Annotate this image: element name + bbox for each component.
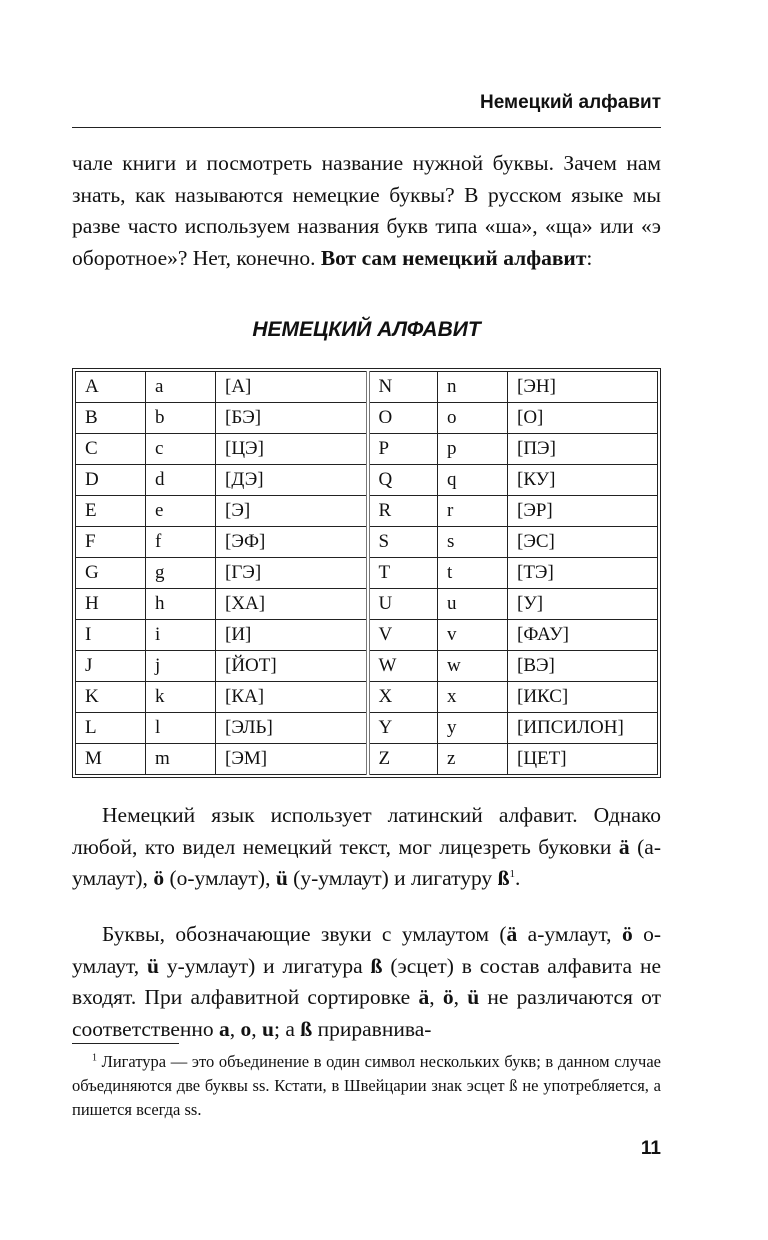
text: приравнива- [312, 1016, 432, 1041]
intro-text: чале книги и посмотреть название нужной буквы. Зачем нам знать, как называются немецкие буквы? В русском языке мы разве часто используем названия букв типа «ша», «ща» или «э оборотное»? Нет, конечно. [72, 151, 661, 270]
table-cell-lower-letter: n [438, 372, 508, 403]
footnote-ref: 1 [509, 867, 516, 880]
table-cell-upper-letter: R [368, 496, 438, 527]
table-cell-lower-letter: o [438, 403, 508, 434]
page-number: 11 [640, 1138, 661, 1159]
table-cell-upper-letter: G [76, 558, 146, 589]
table-cell-pronunciation: [ВЭ] [508, 651, 658, 682]
table-cell-upper-letter: S [368, 527, 438, 558]
footnote-text: Лигатура — это объединение в один символ нескольких букв; в данном случае объединяются две буквы ss. Кстати, в Швейцарии знак эсцет ß не употребляется, а пишется всегда ss. [72, 1052, 661, 1119]
text: , [429, 985, 443, 1009]
table-cell-pronunciation: [КА] [216, 682, 368, 713]
table-cell-upper-letter: Z [368, 744, 438, 775]
table-cell-pronunciation: [ЙОТ] [216, 651, 368, 682]
table-cell-upper-letter: N [368, 372, 438, 403]
table-cell-upper-letter: D [76, 465, 146, 496]
table-cell-upper-letter: Y [368, 713, 438, 744]
footnote [72, 1050, 661, 1122]
table-cell-pronunciation: [Э] [216, 496, 368, 527]
table-cell-pronunciation: [ФАУ] [508, 620, 658, 651]
table-cell-upper-letter: E [76, 496, 146, 527]
table-row [76, 744, 658, 775]
table-row [76, 527, 658, 558]
text: . [515, 866, 521, 890]
table-cell-pronunciation: [ПЭ] [508, 434, 658, 465]
paragraph-umlauts [72, 800, 661, 895]
table-row [76, 496, 658, 527]
table-cell-lower-letter: e [146, 496, 216, 527]
table-cell-upper-letter: F [76, 527, 146, 558]
table-cell-lower-letter: r [438, 496, 508, 527]
table-cell-pronunciation: [ДЭ] [216, 465, 368, 496]
paragraph-sorting [72, 919, 661, 1045]
table-row [76, 620, 658, 651]
letter-a: a [219, 1016, 230, 1041]
table-cell-lower-letter: g [146, 558, 216, 589]
table-cell-pronunciation: [ЭР] [508, 496, 658, 527]
table-row [76, 434, 658, 465]
table-cell-lower-letter: l [146, 713, 216, 744]
text: Немецкий язык использует латинский алфавит. Однако любой, кто видел немецкий текст, мог лицезреть буковки [72, 803, 661, 859]
letter-u: u [262, 1016, 274, 1041]
letter-o-umlaut: ö [621, 922, 633, 946]
table-cell-pronunciation: [ХА] [216, 589, 368, 620]
letter-eszett: ß [300, 1016, 313, 1041]
text: у-умлаут) и лигатура [158, 953, 371, 978]
table-cell-pronunciation: [ИКС] [508, 682, 658, 713]
letter-u-umlaut: ü [147, 953, 159, 978]
table-cell-upper-letter: A [76, 372, 146, 403]
table-cell-pronunciation: [ИПСИЛОН] [508, 713, 658, 744]
table-cell-lower-letter: d [146, 465, 216, 496]
text: не различаются от соответственно [72, 985, 662, 1041]
alphabet-table [72, 368, 661, 778]
intro-bold-text: Вот сам немецкий алфавит [320, 245, 587, 270]
table-cell-upper-letter: H [76, 589, 146, 620]
table-cell-pronunciation: [А] [216, 372, 368, 403]
text: (у-умлаут) и лигатуру [287, 866, 498, 890]
letter-u-umlaut: ü [275, 866, 288, 890]
table-cell-pronunciation: [И] [216, 620, 368, 651]
letter-a-umlaut: ä [418, 985, 430, 1009]
table-cell-lower-letter: h [146, 589, 216, 620]
table-cell-lower-letter: f [146, 527, 216, 558]
text: , [453, 985, 468, 1009]
text: , [229, 1016, 241, 1041]
table-row [76, 589, 658, 620]
footnote-divider [72, 1043, 179, 1044]
text: (о-умлаут), [164, 866, 276, 890]
text: , [251, 1016, 263, 1041]
letter-eszett: ß [497, 866, 510, 890]
table-cell-lower-letter: u [438, 589, 508, 620]
table-cell-lower-letter: m [146, 744, 216, 775]
text: Буквы, обозначающие звуки с умлаутом ( [102, 922, 507, 946]
table-row [76, 558, 658, 589]
table-cell-pronunciation: [КУ] [508, 465, 658, 496]
table-row [76, 713, 658, 744]
table-cell-upper-letter: I [76, 620, 146, 651]
text: о-умлаут, [72, 922, 661, 978]
table-cell-lower-letter: t [438, 558, 508, 589]
table-cell-upper-letter: O [368, 403, 438, 434]
table-cell-pronunciation: [ГЭ] [216, 558, 368, 589]
table-row [76, 372, 658, 403]
table-cell-pronunciation: [ЭН] [508, 372, 658, 403]
table-cell-lower-letter: c [146, 434, 216, 465]
table-cell-lower-letter: y [438, 713, 508, 744]
paragraph-intro [72, 148, 661, 274]
letter-u-umlaut: ü [467, 985, 480, 1009]
table-cell-upper-letter: J [76, 651, 146, 682]
letter-o-umlaut: ö [153, 866, 165, 890]
table-cell-upper-letter: K [76, 682, 146, 713]
table-cell-lower-letter: a [146, 372, 216, 403]
letter-o-umlaut: ö [442, 985, 454, 1009]
text: а-умлаут, [517, 922, 622, 946]
table-cell-lower-letter: i [146, 620, 216, 651]
table-cell-lower-letter: p [438, 434, 508, 465]
table-cell-pronunciation: [ЭЛЬ] [216, 713, 368, 744]
letter-a-umlaut: ä [618, 834, 630, 859]
alphabet-table-body [76, 372, 658, 775]
table-cell-lower-letter: x [438, 682, 508, 713]
table-cell-upper-letter: W [368, 651, 438, 682]
table-cell-upper-letter: U [368, 589, 438, 620]
intro-end: : [586, 245, 593, 270]
table-cell-upper-letter: L [76, 713, 146, 744]
table-cell-lower-letter: s [438, 527, 508, 558]
table-cell-lower-letter: j [146, 651, 216, 682]
table-cell-pronunciation: [ЭФ] [216, 527, 368, 558]
text: ; а [274, 1016, 301, 1041]
table-cell-pronunciation: [У] [508, 589, 658, 620]
letter-eszett: ß [370, 953, 383, 978]
running-title: Немецкий алфавит [480, 92, 661, 113]
table-cell-upper-letter: P [368, 434, 438, 465]
table-row [76, 682, 658, 713]
table-title: НЕМЕЦКИЙ АЛФАВИТ [252, 318, 481, 341]
table-cell-pronunciation: [ЭМ] [216, 744, 368, 775]
letter-o: o [240, 1016, 252, 1041]
footnote-marker: 1 [92, 1052, 97, 1064]
table-cell-pronunciation: [БЭ] [216, 403, 368, 434]
table-cell-pronunciation: [О] [508, 403, 658, 434]
table-cell-upper-letter: M [76, 744, 146, 775]
table-row [76, 651, 658, 682]
table-cell-pronunciation: [ЭС] [508, 527, 658, 558]
table-cell-lower-letter: q [438, 465, 508, 496]
table-cell-upper-letter: X [368, 682, 438, 713]
table-cell-lower-letter: k [146, 682, 216, 713]
table-cell-lower-letter: z [438, 744, 508, 775]
table-cell-upper-letter: T [368, 558, 438, 589]
table-cell-upper-letter: B [76, 403, 146, 434]
table-cell-lower-letter: b [146, 403, 216, 434]
letter-a-umlaut: ä [506, 922, 518, 946]
table-cell-pronunciation: [ЦЕТ] [508, 744, 658, 775]
table-cell-upper-letter: C [76, 434, 146, 465]
table-row [76, 465, 658, 496]
text: (эсцет) в состав алфавита не входят. При алфавитной сортировке [72, 953, 662, 1009]
table-cell-pronunciation: [ТЭ] [508, 558, 658, 589]
text: (а-умлаут), [72, 834, 661, 890]
table-cell-upper-letter: Q [368, 465, 438, 496]
table-cell-lower-letter: v [438, 620, 508, 651]
table-row [76, 403, 658, 434]
table-cell-pronunciation: [ЦЭ] [216, 434, 368, 465]
header-divider [72, 127, 661, 128]
table-cell-upper-letter: V [368, 620, 438, 651]
table-cell-lower-letter: w [438, 651, 508, 682]
